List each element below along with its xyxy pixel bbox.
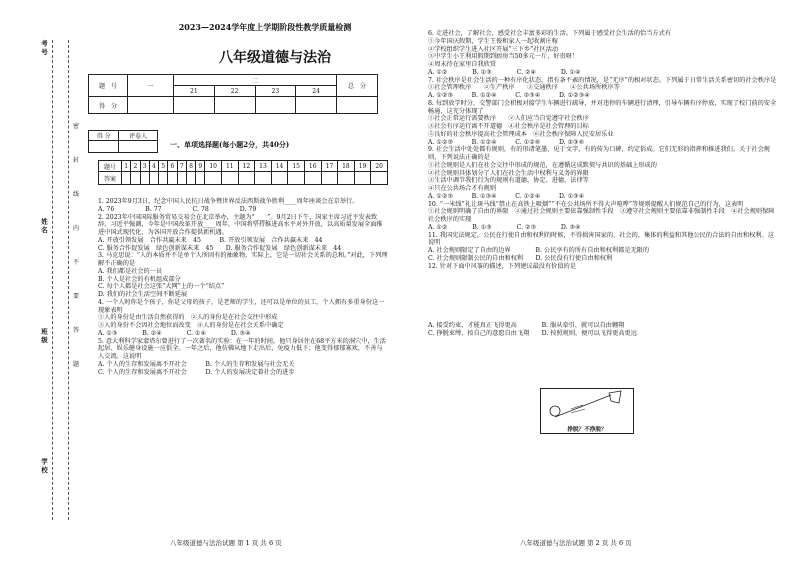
exam-header: 2023—2024学年度上学期阶段性教学质量检测 [178,22,352,32]
answer-cell[interactable] [371,172,388,185]
answer-cell[interactable] [196,172,205,185]
seal-char: 封 [73,157,80,164]
score-sub: 21 [174,86,215,97]
answer-grid-number: 14 [271,161,288,172]
answer-cell[interactable] [140,172,149,185]
question-line: 5. 意大利科学家蒙塔尔曾进行了一次著名的实验：在一年的时间，他只身居住在68平方米的洞穴中，生活起居、娱乐健身设施一应俱全。一年之后，他仿佛从地下走出后，免疫力低下；他变得郁郁寡欢，不善与人交流。这说明 [98,337,386,360]
questions-left [98,198,388,376]
answer-grid-number: 10 [205,161,222,172]
answer-cell[interactable] [177,172,186,185]
binding-line-left [52,40,53,520]
kite-drawing-icon [541,389,633,423]
question-line: 7. 社会秩序是社会生活的一种有序化状态，指有条不紊的情况，是“无序”的相对状态。下列属于日常生活关系密切的社会秩序是 [428,76,777,84]
question-line: A. 开放引领发展 合作共赢未来 45 B. 开放引领发展 合作共赢未来 44 [98,236,323,244]
answer-cell[interactable] [221,172,238,185]
question-line: 11. 我国宪法规定，公民在行使自由和权利的时候，不得损害国家的、社会的、集体的利益和其他公民的合法的自由和权利。这说明 [428,231,774,247]
score-col-2: 二 [174,75,337,86]
question-line: 1. 2023年9月3日，纪念中国人民抗日战争暨世界反法西斯战争胜利____周年座谈会在京举行。 [98,198,359,205]
question-line: C. 挣脱束缚，按自己的意愿自由飞翔 D. 按照规则，便可以飞得更高更远 [428,330,637,337]
answer-grid-number: 6 [168,161,177,172]
answer-grid-number: 17 [321,161,338,172]
kite-cartoon [540,388,634,434]
answer-cell[interactable] [304,172,321,185]
question-line: 8. 每到放学时分，交警部门会积极对接学生车辆进行疏导，并对违停的车辆进行清理，引导车辆有序停放，实现了校门前的安全畅通，这充分体现了 [428,99,777,115]
question-line: ⑤良好的社会秩序提高社会管理成本 ⑥社会秩序保障人民安居乐业 [428,130,614,138]
answer-grid-number: 5 [159,161,168,172]
answer-grid-number: 4 [149,161,158,172]
question-line: ④周末待在家里自我欣赏 [428,61,497,68]
margin-label-school: 学校 [40,458,48,475]
question-line: 10. “一米线”礼让斑马线“禁止在高铁上吸烟”“不在公共场所不得大声喧哗”等规则提醒人们规范自己的行为，这表明 [428,200,744,208]
section-heading: 一、单项选择题(每小题2分，共40分) [170,140,290,149]
question-line: C. 服务合作促发展 绿色创新谋未来 45 D. 服务合作促发展 绿色创新谋未来 44 [98,244,342,252]
question-line: 6. 走进社会，了解社会，感受社会丰富多彩的生活。下列属于感受社会生活的恰当方式有 [428,30,671,37]
answer-grid-number: 3 [140,161,149,172]
answer-grid-number: 12 [238,161,255,172]
answer-grid [98,160,388,185]
cartoon-caption: 挣脱？不挣脱？ [567,427,607,433]
answer-cell[interactable] [255,172,272,185]
score-col-1: 一 [128,75,174,97]
answer-cell[interactable] [238,172,255,185]
seal-char: 密 [73,123,80,130]
answer-cell[interactable] [131,172,140,185]
question-line: ①社会正常运行需要秩序 ②人们应当自觉遵守社会秩序 [428,115,589,123]
answer-grid-number: 9 [196,161,205,172]
question-line: A. ①②③ B. ①②④ C. ①②⑥ D. ②③⑥ [428,138,585,146]
grader-score-label: 得 分 [89,131,119,141]
seal-char: 答 [73,327,80,334]
seal-char: 内 [73,225,80,232]
answer-grid-label: 题号 [99,161,122,172]
answer-cell[interactable] [288,172,305,185]
question-line: C. 每个人都是社会这张“大网”上的一个“结点” [98,283,225,291]
seal-char: 不 [73,259,80,266]
question-line: D. 我们的社会生活空间不断延展 [98,291,188,298]
score-label-qno: 题 号 [89,75,128,97]
answer-grid-label: 答案 [99,172,122,185]
page-footer-left: 八年级道德与法治试题 第 1 页 共 6 页 [170,539,282,547]
margin-label-class: 班级 [40,328,48,345]
question-line: 9. 社会生活中处处都有规则，有的形诸笔墨，见于文字，有的传为口碑，约定俗成。它们无形的指挥和推进我们。关于社会规则，下列说法正确的是 [428,146,770,161]
page-footer-right: 八年级道德与法治试题 第 2 页 共 6 页 [520,539,632,547]
question-line: ①社会规则是人们在社会交往中形成的规范，在遵循这成默契与共识的基础上形成的 [428,161,657,169]
answer-cell[interactable] [321,172,338,185]
question-line: ③人的身份不会因社会地位而改变 ④人的身份是在社会关系中确定 [98,322,284,329]
score-label-total: 总 分 [337,75,378,97]
question-line: A. 接受约束，才能真正飞得更高 B. 服从牵引，就可以自由翱翔 [428,322,625,330]
question-line: A. ①②③ B. ①③④ C. ①②④ D. ①③④ [428,192,585,200]
answer-grid-number: 16 [304,161,321,172]
margin-label-exam-no: 考号 [40,40,48,57]
answer-grid-number: 20 [371,161,388,172]
answer-cell[interactable] [149,172,158,185]
question-line: ③生活中调节我们行为的规则有道德、协定、进德、法律等 [428,177,589,185]
question-line: A. 个人的生存和发展离不开社会 B. 个人的生存和发展与社会无关 [98,360,295,368]
question-line: 4. 一个人时你是个孩子，你是父母的孩子，是老师的学生，还可以是单位的员工。个人拥有多重身份这一现象表明 [98,298,385,314]
question-line: ①今年国庆假期，学生王俊和家人一起收割庄稼 [428,37,558,45]
answer-cell[interactable] [271,172,288,185]
question-line: B. 个人是社会的有机组成部分 [98,275,181,283]
answer-cell[interactable] [186,172,195,185]
question-line: C. 社会规则限制公民的自由和权利 D. 公民没有行使自由和权利 [428,254,613,262]
question-line: ①人的身份是由生活自然获得的 ②人的身份是在社会交往中形成 [98,314,278,322]
answer-cell[interactable] [159,172,168,185]
question-line: A. 我们都是社会的一员 [98,267,163,275]
question-line: ④只在公共场合才有规则 [428,185,497,192]
question-line: ①社会规则明确了自由的界限 ②通过社会规则主要依靠强制性手段 ③遵守社会规则主要依靠非强制性手段 ④社会规则保障社会秩序的实现 [428,208,775,223]
score-sub: 22 [214,86,255,97]
answer-grid-number: 19 [354,161,371,172]
score-sub: 24 [296,86,337,97]
score-sub: 23 [255,86,296,97]
grader-person-label: 评卷人 [119,131,158,141]
question-line: ③社会有序运行离不开道德 ④社会秩序是社会管理的目标 [428,123,589,130]
question-line: A. ①② B. ①③ C. ②③ D. ③④ [428,223,581,231]
answer-cell[interactable] [122,172,131,185]
margin-label-name: 姓名 [40,218,48,235]
question-line: 12. 针对下面中风筝的描述，下列建议最没有价值的是 [428,262,576,270]
answer-grid-number: 15 [288,161,305,172]
seal-words [73,110,81,382]
answer-grid-number: 11 [221,161,238,172]
question-line: C. 个人的生存和发展离不开社会 D. 个人的发展决定着社会的进步 [98,368,295,376]
seal-char: 要 [73,293,80,300]
question-line: ③中学生小王利用假期到厨房当50多元一斤，好贵呀！ [428,53,579,61]
questions-right [428,30,778,338]
score-table [88,74,378,114]
answer-grid-number: 13 [255,161,272,172]
answer-grid-number: 7 [177,161,186,172]
grader-box [88,130,158,153]
question-line: A. ①③ B. ②④ C. ①④ D. ③④ [98,329,251,337]
question-line: ②社会规则具体划分了人们在社会生活中权利与义务的界限 [428,169,589,177]
score-label-points: 得 分 [89,97,128,114]
answer-cell[interactable] [168,172,177,185]
question-line: 3. 马克思说：“人的本质并不是单个人所固有的抽象物，实际上，它是一切社会关系的总和。”对此，下列理解不正确的是 [98,252,388,267]
seal-char: 线 [73,191,80,198]
question-line: A. ①②③ B. ①②④ C. ②③④ D. ①②③④ [428,92,590,99]
seal-char: 题 [73,361,80,368]
answer-grid-number: 18 [338,161,355,172]
answer-grid-number: 8 [186,161,195,172]
question-line: A. ①② B. ①③ C. ②④ D. ①④ [428,68,581,76]
answer-grid-number: 2 [131,161,140,172]
answer-grid-number: 1 [122,161,131,172]
answer-cell[interactable] [354,172,371,185]
answer-cell[interactable] [205,172,222,185]
question-line: ①社会管理秩序 ②生产秩序 ③交通秩序 ④公共场所秩序等 [428,84,620,92]
question-line: A. 76 B. 77 C. 78 D. 79 [98,205,257,213]
question-line: 2. 2023年中国国际服务贸易交易会在北京举办，主题为“____”。9月2日下午，国家主席习近平发表致辞，习近平强调，今年是中国改革开放____周年，中国将坚持推进高水平对外开放，以高质量发展全面推进中国式现代化，为各国开放合作提供新机遇。 [98,213,383,236]
binding-line-right [68,40,69,520]
question-line: A. 社会规则限定了自由的边界 B. 公民享有的所有自由和权利都是无限的 [428,247,650,254]
answer-cell[interactable] [338,172,355,185]
page-title: 八年级道德与法治 [219,50,331,66]
question-line: ②学校组织学生进入社区开展“三下乡”社区活动 [428,45,559,53]
